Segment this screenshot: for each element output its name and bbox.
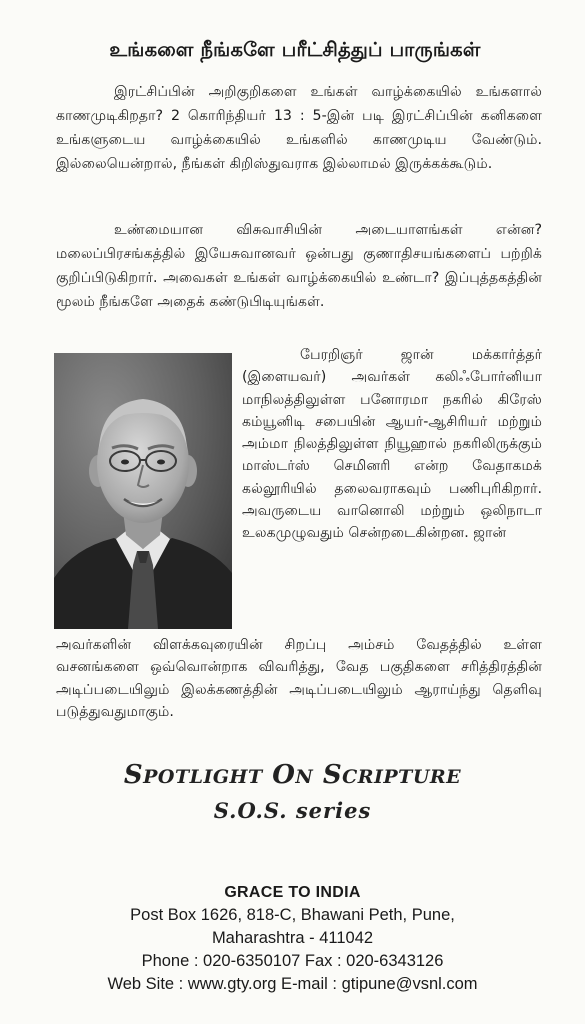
publisher-web-email: Web Site : www.gty.org E-mail : gtipune@vsnl.com [107, 975, 478, 993]
series-title-word-1: SPOTLIGHT [123, 760, 263, 790]
series-subtitle: S.O.S. series [213, 798, 372, 823]
author-photo [54, 353, 232, 629]
series-title-word-3: SCRIPTURE [322, 760, 462, 790]
intro-paragraph-2: உண்மையான விசுவாசியின் அடையாளங்கள் என்ன? மலைப்பிரசங்கத்தில் இயேசுவானவர் ஒன்பது குணாதிசயங்களைப் பற்றிக் குறிப்பிடுகிறார். அவைகள் உங்கள் வாழ்க்கையில் உண்டா? இப்புத்தகத்தின் மூலம் நீங்களே அதைக் கண்டுபிடியுங்கள். [56, 222, 542, 310]
publisher-address-line-1: Post Box 1626, 818-C, Bhawani Peth, Pune, [130, 906, 455, 924]
publisher-name: GRACE TO INDIA [224, 884, 361, 901]
author-portrait-image [54, 353, 232, 629]
author-bio-continued: அவர்களின் விளக்கவுரையின் சிறப்பு அம்சம் வேதத்தில் உள்ள வசனங்களை ஒவ்வொன்றாக விவரித்து, வேத பகுதிகளை சரித்திரத்தின் அடிப்படையிலும் இலக்கணத்தின் அடிப்படையிலும் ஆராய்ந்து தெளிவு படுத்துவதுமாகும். [56, 637, 542, 720]
intro-paragraph-1: இரட்சிப்பின் அறிகுறிகளை உங்கள் வாழ்க்கையில் உங்களால் காணமுடிகிறதா? 2 கொரிந்தியர் 13 : 5-இன் படி இரட்சிப்பின் கனிகளை உங்களுடைய வாழ்க்கையில் உங்களில் காணமுடிய வேண்டும். இல்லையென்றால், நீங்கள் கிறிஸ்துவராக இல்லாமல் இருக்கக்கூடும். [56, 84, 542, 172]
publisher-address-line-2: Maharashtra - 411042 [211, 929, 374, 947]
page-title: உங்களை நீங்களே பரீட்சித்துப் பாருங்கள் [109, 38, 481, 61]
author-bio-side-text: பேரறிஞர் ஜான் மக்கார்த்தர் (இளையவர்) அவர்கள் கலிஃபோர்னியா மாநிலத்திலுள்ள பனோரமா நகரில் கிரேஸ் கம்யூனிடி சபையின் ஆயர்-ஆசிரியர் மற்றும் அம்மா நிலத்திலுள்ள நியூஹால் நகரிலிருக்கும் மாஸ்டர்ஸ் செமினரி என்ற வேதாகமக் கல்லூரியில் தலைவராகவும் பணிபுரிகிறார். அவருடைய வானொலி மற்றும் ஒலிநாடா உலகமுழுவதும் சென்றடைகின்றன. ஜான் [242, 347, 542, 542]
series-title [0, 760, 585, 790]
publisher-phone-fax: Phone : 020-6350107 Fax : 020-6343126 [141, 952, 444, 970]
author-bio-side [242, 344, 542, 545]
series-title-word-2: ON [272, 760, 314, 790]
